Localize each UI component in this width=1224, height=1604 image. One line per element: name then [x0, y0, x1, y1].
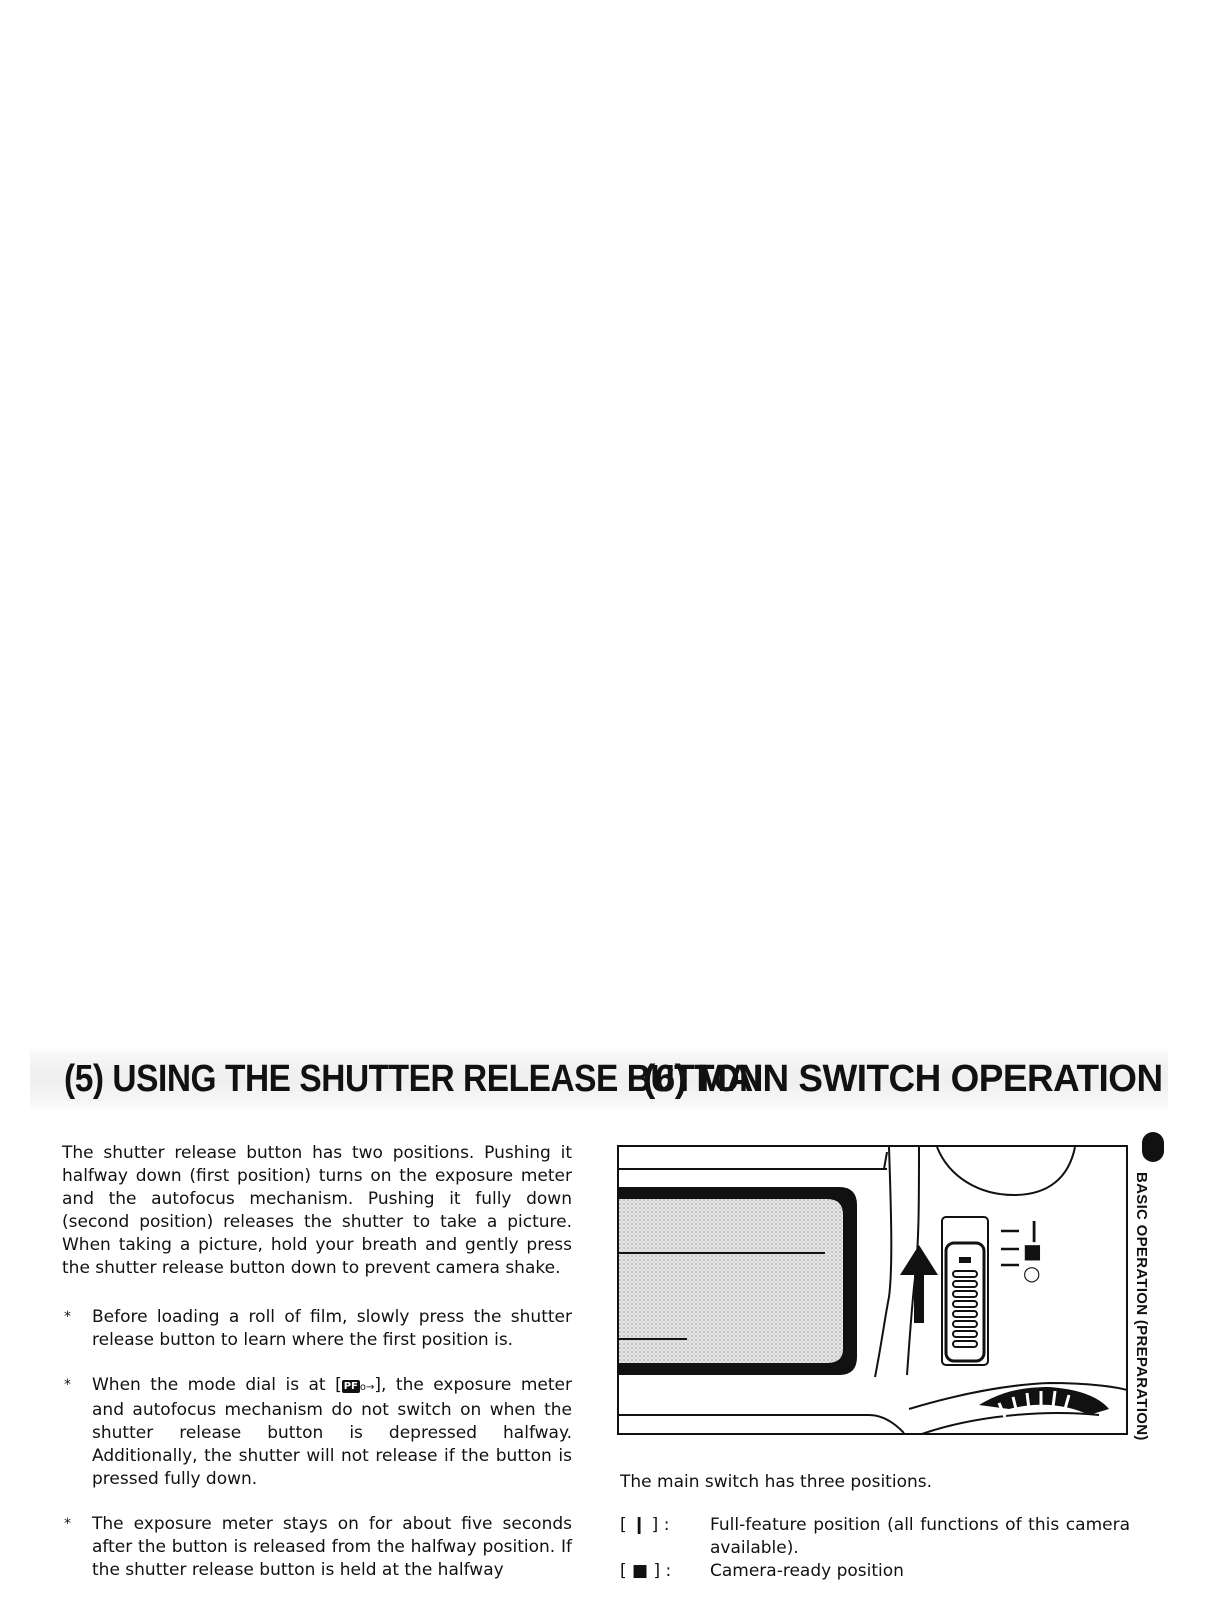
body-contour — [619, 1415, 904, 1433]
command-dial — [979, 1387, 1109, 1415]
body-contour — [875, 1147, 891, 1377]
section-5-title: (5) USING THE SHUTTER RELEASE BUTTON — [64, 1058, 763, 1100]
body-edge — [884, 1152, 887, 1169]
up-arrow-icon — [900, 1245, 938, 1275]
position-off-label: ○ — [1023, 1261, 1041, 1285]
position-on-label: | — [1031, 1217, 1038, 1242]
position-ready-label: ■ — [1023, 1239, 1042, 1263]
main-switch-illustration — [617, 1145, 1128, 1435]
position-symbol: [ ❙ ] : — [620, 1515, 670, 1535]
section-6-title: (6) MAIN SWITCH OPERATION — [643, 1058, 1163, 1100]
note-text: The exposure meter stays on for about five seconds after the button is released from the halfway position. If the shutter release button is held at the halfway — [92, 1514, 572, 1580]
list-item — [620, 1560, 1130, 1583]
bullet-mark: * — [64, 1309, 71, 1325]
program-flash-icon: PF — [343, 1381, 358, 1392]
switch-positions-list — [620, 1514, 1130, 1583]
chapter-side-tab: BASIC OPERATION (PREPARATION) — [1133, 1172, 1150, 1441]
note-text-after: ], the exposure meter and autofocus mechanism do not switch on when the shutter release button is depressed halfway. Additionally, the shutter will not release if the button is pressed fully down. — [92, 1375, 572, 1489]
note-text: Before loading a roll of film, slowly press the shutter release button to learn where the first position is. — [92, 1307, 572, 1350]
list-item — [62, 1306, 572, 1352]
main-switch-caption: The main switch has three positions. — [620, 1472, 933, 1492]
position-description: Full-feature position (all functions of this camera available). — [710, 1515, 1130, 1558]
camera-top-drawing — [619, 1147, 1128, 1435]
shutter-notes-list — [62, 1306, 572, 1604]
switch-indicator — [959, 1257, 971, 1263]
position-symbol: [ ■ ] : — [620, 1561, 672, 1581]
list-item — [620, 1514, 1130, 1560]
list-item — [62, 1374, 572, 1491]
note-text-before: When the mode dial is at [ — [92, 1375, 342, 1395]
bullet-mark: * — [64, 1377, 71, 1393]
program-flash-sub: o→ — [359, 1382, 375, 1393]
body-contour — [937, 1147, 1075, 1195]
list-item — [62, 1513, 572, 1582]
section-marker-icon — [1142, 1132, 1164, 1162]
body-contour — [919, 1413, 1099, 1435]
position-description: Camera-ready position — [710, 1561, 904, 1581]
shutter-intro-paragraph: The shutter release button has two positions. Pushing it halfway down (first position) turns on the exposure meter and the autofocus mechanism. Pushing it fully down (second position) releases the shutter to take a picture. When taking a picture, hold your breath and gently press the shutter release button down to prevent camera shake. — [62, 1143, 572, 1278]
bullet-mark: * — [64, 1516, 71, 1532]
position-ticks — [1001, 1231, 1019, 1265]
